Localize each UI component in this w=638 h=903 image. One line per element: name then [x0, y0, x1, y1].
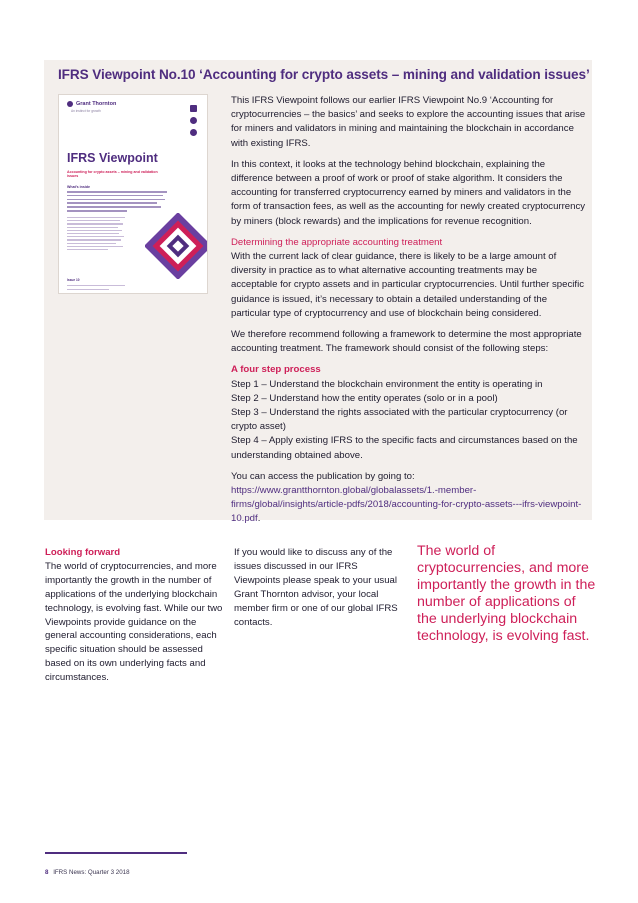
looking-forward-heading: Looking forward — [45, 547, 121, 558]
step-item: Step 3 – Understand the rights associated with the particular cryptocurrency (or crypto asset) — [231, 407, 568, 433]
publication-name: IFRS News: Quarter 3 2018 — [53, 869, 130, 876]
grant-thornton-logo — [67, 101, 116, 107]
access-text: You can access the publication by going to: — [231, 470, 415, 482]
framework-paragraph: We therefore recommend following a framework to determine the most appropriate accounting treatment. The framework should consist of the following steps: — [231, 329, 582, 355]
page-footer — [45, 869, 130, 876]
cover-title: IFRS Viewpoint — [67, 151, 158, 165]
cover-icon-stack — [190, 105, 197, 136]
treatment-text: With the current lack of clear guidance, there is likely to be a large amount of diversity in practice as to what alternative accounting treatments may be acceptable for crypto assets and in particular cryptocurrencies. Until further specific guidance is issued, it’s necessary to obtain a detailed understanding of the particular type of cryptocurrency and use of blockchain being considered. — [231, 251, 584, 319]
pull-quote: The world of cryptocurrencies, and more importantly the growth in the number of applications of the underlying blockchain technology, is evolving fast. — [417, 543, 596, 644]
looking-forward-section — [45, 546, 223, 685]
treatment-heading: Determining the appropriate accounting treatment — [231, 236, 443, 248]
step-item: Step 4 – Apply existing IFRS to the specific facts and circumstances based on the understanding obtained above. — [231, 435, 578, 461]
looking-forward-text: The world of cryptocurrencies, and more importantly the growth in the number of applications of the underlying blockchain technology, is evolving fast. While our two Viewpoints provide guidance on the general accounting considerations, each specific situation should be assessed based on its own underlying facts and circumstances. — [45, 560, 223, 684]
cover-section-heading: What’s inside — [67, 185, 91, 189]
cover-footer-text — [67, 285, 125, 286]
access-paragraph — [231, 470, 586, 527]
contact-paragraph: If you would like to discuss any of the issues discussed in our IFRS Viewpoints please speak to your usual Grant Thornton advisor, your local member firm or one of our global IFRS contacts. — [234, 547, 398, 628]
cover-intro-text — [67, 191, 167, 214]
step-item: Step 2 – Understand how the entity operates (solo or in a pool) — [231, 392, 498, 404]
logo-mark-icon — [67, 101, 73, 107]
publication-cover-thumbnail — [58, 94, 208, 294]
footer-rule — [45, 852, 187, 854]
treatment-section — [231, 236, 586, 321]
feature-title: IFRS Viewpoint No.10 ‘Accounting for crypto assets – mining and validation issues’ — [58, 67, 590, 82]
page-number: 8 — [45, 869, 49, 876]
cover-tagline: An instinct for growth — [71, 109, 101, 113]
diamond-emblem-icon — [145, 213, 208, 279]
cover-subtitle: Accounting for crypto assets – mining and validation issues — [67, 170, 158, 179]
intro-paragraph: This IFRS Viewpoint follows our earlier IFRS Viewpoint No.9 ‘Accounting for cryptocurrencies – the basics’ and seeks to explore the accounting issues that arise for miners and validators in mining and maintaining the blockchain in accordance with existing IFRS. — [231, 95, 586, 149]
cover-issue-label: Issue 10 — [67, 278, 80, 282]
context-paragraph: In this context, it looks at the technology behind blockchain, explaining the difference between a proof of work or proof of stake algorithm. It considers the accounting for transferred cryptocurrency earned by miners and validators in the form of transaction fees, as well as the accounting for newly created cryptocurrency by miners (block rewards) and the implications for revenue recognition. — [231, 158, 586, 227]
steps-heading: A four step process — [231, 364, 321, 376]
feature-body — [231, 94, 586, 534]
globe-icon — [190, 117, 197, 124]
cover-footer-text — [67, 289, 109, 290]
document-icon — [190, 105, 197, 112]
publication-link[interactable]: https://www.grantthornton.global/globalassets/1.-member-firms/global/insights/article-pdfs/2018/accounting-for-crypto-assets---ifrs-viewpoint-10.pdf — [231, 485, 582, 525]
steps-section — [231, 363, 586, 462]
cover-brand: Grant Thornton — [76, 101, 117, 107]
cover-body-text — [67, 217, 125, 252]
share-icon — [190, 129, 197, 136]
access-end: . — [257, 513, 261, 525]
step-item: Step 1 – Understand the blockchain environment the entity is operating in — [231, 378, 543, 390]
